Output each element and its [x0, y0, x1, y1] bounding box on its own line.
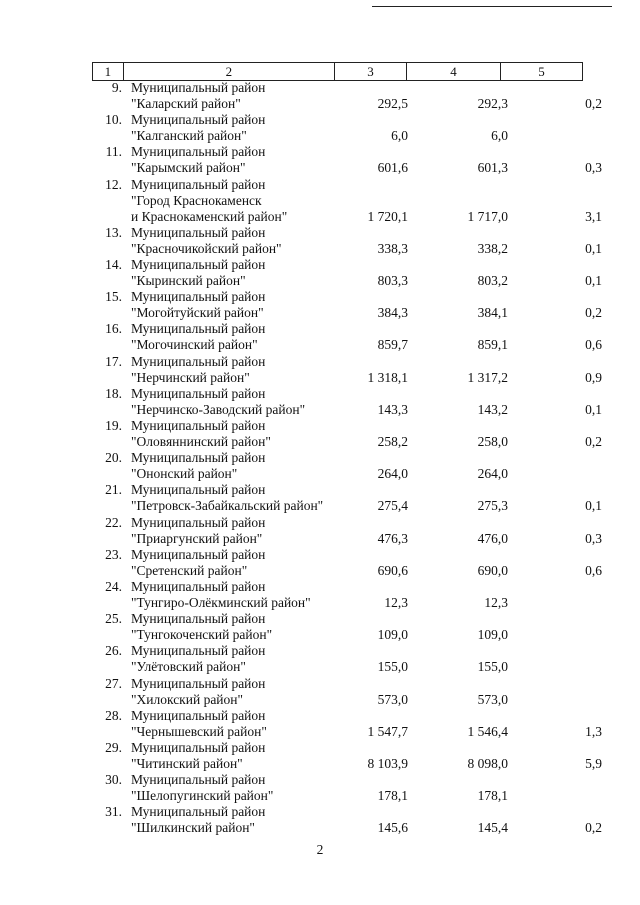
district-name-line: "Карымский район" — [131, 160, 246, 176]
table-row — [0, 386, 640, 418]
row-number: 9. — [111, 80, 122, 95]
header-col-1: 1 — [93, 63, 124, 81]
district-name-line: Муниципальный район — [131, 611, 266, 627]
district-name-line: Муниципальный район — [131, 450, 266, 466]
row-number: 19. — [105, 418, 122, 433]
table-row — [0, 482, 640, 514]
table-row — [0, 289, 640, 321]
page-number: 2 — [316, 842, 324, 857]
col3-value: 1 720,1 — [367, 208, 408, 224]
table-row — [0, 354, 640, 386]
col4-value: 338,2 — [477, 240, 508, 256]
district-name-line: Муниципальный район — [131, 707, 266, 723]
row-number: 24. — [105, 579, 122, 594]
col3-value: 384,3 — [377, 305, 408, 321]
district-name-line: "Могойтуйский район" — [131, 305, 264, 321]
table-row — [0, 177, 640, 225]
district-name-line: "Тунгокоченский район" — [131, 627, 273, 643]
table-row — [0, 257, 640, 289]
row-number: 28. — [105, 707, 122, 723]
district-name-line: Муниципальный район — [131, 257, 266, 272]
col4-value: 145,4 — [477, 820, 508, 836]
row-number: 29. — [105, 740, 122, 755]
district-name — [131, 482, 341, 514]
col5-value: 0,2 — [585, 305, 602, 321]
row-number: 17. — [105, 353, 122, 369]
district-name-line: "Кыринский район" — [131, 273, 246, 288]
col4-value: 859,1 — [477, 337, 508, 353]
district-name — [131, 804, 341, 836]
col5-value: 0,2 — [585, 96, 602, 111]
district-name-line: "Улётовский район" — [131, 659, 246, 675]
district-name-line: "Приаргунский район" — [131, 530, 263, 546]
district-name-line: Муниципальный район — [131, 643, 266, 659]
col3-value: 8 103,9 — [367, 756, 408, 771]
col5-value: 0,6 — [585, 562, 602, 578]
district-name-line: "Петровск-Забайкальский район" — [131, 498, 324, 514]
district-name-line: Муниципальный район — [131, 176, 266, 192]
district-name — [131, 708, 341, 740]
top-rule — [372, 6, 612, 7]
column-number-header — [92, 62, 583, 81]
row-number: 12. — [105, 176, 122, 192]
col3-value: 178,1 — [377, 788, 408, 804]
district-name — [131, 289, 341, 321]
row-number: 23. — [105, 546, 122, 562]
district-name-line: "Читинский район" — [131, 756, 243, 771]
table-row — [0, 547, 640, 579]
col4-value: 476,0 — [477, 530, 508, 546]
district-name-line: "Каларский район" — [131, 96, 241, 111]
col5-value: 0,9 — [585, 369, 602, 385]
district-name-line: "Чернышевский район" — [131, 723, 267, 739]
col4-value: 12,3 — [484, 595, 508, 610]
col4-value: 8 098,0 — [467, 756, 508, 771]
district-name — [131, 257, 341, 289]
col3-value: 690,6 — [377, 562, 408, 578]
table-row — [0, 80, 640, 112]
row-number: 22. — [105, 514, 122, 530]
col3-value: 859,7 — [377, 337, 408, 353]
district-name-line: "Шелопугинский район" — [131, 788, 274, 804]
district-name — [131, 386, 341, 418]
row-number: 10. — [105, 112, 122, 128]
col4-value: 803,2 — [477, 273, 508, 288]
district-name-line: Муниципальный район — [131, 482, 266, 498]
district-name-line: Муниципальный район — [131, 579, 266, 594]
row-number: 13. — [105, 224, 122, 240]
col3-value: 258,2 — [377, 434, 408, 449]
district-name — [131, 611, 341, 643]
col5-value: 0,1 — [585, 240, 602, 256]
table-row — [0, 144, 640, 176]
header-col-4: 4 — [407, 63, 501, 81]
row-number: 30. — [105, 772, 122, 788]
row-number: 21. — [105, 482, 122, 498]
table-row — [0, 772, 640, 804]
row-number: 25. — [105, 611, 122, 627]
district-name — [131, 354, 341, 386]
col3-value: 292,5 — [377, 96, 408, 111]
col4-value: 143,2 — [477, 401, 508, 417]
table-row — [0, 676, 640, 708]
district-name-line: Муниципальный район — [131, 772, 266, 788]
district-name — [131, 643, 341, 675]
col3-value: 476,3 — [377, 530, 408, 546]
district-name-line: Муниципальный район — [131, 224, 266, 240]
col4-value: 258,0 — [477, 434, 508, 449]
col4-value: 275,3 — [477, 498, 508, 514]
district-name-line: "Город Краснокаменск — [131, 192, 262, 208]
col5-value: 0,1 — [585, 401, 602, 417]
table-row — [0, 515, 640, 547]
col5-value: 0,1 — [585, 273, 602, 288]
district-name-line: "Хилокский район" — [131, 691, 244, 707]
district-name-line: Муниципальный район — [131, 112, 266, 128]
row-number: 20. — [105, 450, 122, 466]
district-name — [131, 418, 341, 450]
district-name — [131, 547, 341, 579]
col5-value: 0,2 — [585, 820, 602, 836]
col4-value: 1 546,4 — [467, 723, 508, 739]
district-name — [131, 676, 341, 708]
row-number: 16. — [105, 321, 122, 337]
col3-value: 109,0 — [377, 627, 408, 643]
col4-value: 155,0 — [477, 659, 508, 675]
col5-value: 0,3 — [585, 160, 602, 176]
col5-value: 1,3 — [585, 723, 602, 739]
col4-value: 573,0 — [477, 691, 508, 707]
district-name-line: "Могочинский район" — [131, 337, 258, 353]
district-name-line: "Сретенский район" — [131, 562, 248, 578]
col3-value: 143,3 — [377, 401, 408, 417]
district-name — [131, 450, 341, 482]
col4-value: 601,3 — [477, 160, 508, 176]
table-row — [0, 321, 640, 353]
col3-value: 145,6 — [377, 820, 408, 836]
table-row — [0, 611, 640, 643]
col3-value: 338,3 — [377, 240, 408, 256]
header-col-5: 5 — [500, 63, 582, 81]
district-name-line: Муниципальный район — [131, 321, 266, 337]
row-number: 15. — [105, 289, 122, 305]
table-row — [0, 225, 640, 257]
district-name-line: Муниципальный район — [131, 740, 266, 755]
district-name — [131, 740, 341, 772]
col5-value: 0,2 — [585, 434, 602, 449]
col4-value: 264,0 — [477, 466, 508, 482]
district-name-line: и Краснокаменский район" — [131, 208, 288, 224]
district-name — [131, 515, 341, 547]
col3-value: 803,3 — [377, 273, 408, 288]
district-name-line: Муниципальный район — [131, 514, 266, 530]
district-name-line: Муниципальный район — [131, 385, 266, 401]
col5-value: 0,6 — [585, 337, 602, 353]
col4-value: 690,0 — [477, 562, 508, 578]
col4-value: 384,1 — [477, 305, 508, 321]
table-row — [0, 579, 640, 611]
row-number: 14. — [105, 257, 122, 272]
row-number: 26. — [105, 643, 122, 659]
row-number: 31. — [105, 804, 122, 820]
row-number: 11. — [105, 144, 122, 160]
table-row — [0, 804, 640, 836]
col3-value: 573,0 — [377, 691, 408, 707]
col5-value: 3,1 — [585, 208, 602, 224]
district-name-line: "Тунгиро-Олёкминский район" — [131, 595, 311, 610]
table-row — [0, 112, 640, 144]
district-name — [131, 579, 341, 611]
district-name-line: Муниципальный район — [131, 80, 266, 95]
district-name-line: "Ононский район" — [131, 466, 238, 482]
district-name-line: "Нерчинский район" — [131, 369, 250, 385]
header-col-2: 2 — [123, 63, 334, 81]
district-name-line: "Калганский район" — [131, 128, 247, 144]
col3-value: 264,0 — [377, 466, 408, 482]
district-name — [131, 225, 341, 257]
col3-value: 1 547,7 — [367, 723, 408, 739]
col4-value: 1 317,2 — [467, 369, 508, 385]
col3-value: 6,0 — [391, 128, 408, 144]
col3-value: 155,0 — [377, 659, 408, 675]
district-name-line: Муниципальный район — [131, 353, 266, 369]
district-name-line: Муниципальный район — [131, 289, 266, 305]
col3-value: 12,3 — [384, 595, 408, 610]
district-name-line: "Красночикойский район" — [131, 240, 282, 256]
district-name-line: Муниципальный район — [131, 546, 266, 562]
district-name — [131, 177, 341, 225]
col3-value: 275,4 — [377, 498, 408, 514]
col4-value: 109,0 — [477, 627, 508, 643]
col4-value: 1 717,0 — [467, 208, 508, 224]
district-name-line: "Нерчинско-Заводский район" — [131, 401, 306, 417]
row-number: 18. — [105, 385, 122, 401]
table-row — [0, 643, 640, 675]
col4-value: 178,1 — [477, 788, 508, 804]
col5-value: 0,1 — [585, 498, 602, 514]
col5-value: 0,3 — [585, 530, 602, 546]
district-name — [131, 144, 341, 176]
table-row — [0, 740, 640, 772]
header-col-3: 3 — [334, 63, 406, 81]
district-name-line: "Оловяннинский район" — [131, 434, 271, 449]
col4-value: 292,3 — [477, 96, 508, 111]
district-name — [131, 321, 341, 353]
col5-value: 5,9 — [585, 756, 602, 771]
district-name-line: Муниципальный район — [131, 418, 266, 433]
district-name-line: "Шилкинский район" — [131, 820, 255, 836]
col3-value: 601,6 — [377, 160, 408, 176]
district-name — [131, 80, 341, 112]
district-name — [131, 772, 341, 804]
table-row — [0, 418, 640, 450]
row-number: 27. — [105, 675, 122, 691]
district-name-line: Муниципальный район — [131, 804, 266, 820]
table-row — [0, 450, 640, 482]
col3-value: 1 318,1 — [367, 369, 408, 385]
district-name-line: Муниципальный район — [131, 675, 266, 691]
district-name-line: Муниципальный район — [131, 144, 266, 160]
table-row — [0, 708, 640, 740]
district-name — [131, 112, 341, 144]
col4-value: 6,0 — [491, 128, 508, 144]
